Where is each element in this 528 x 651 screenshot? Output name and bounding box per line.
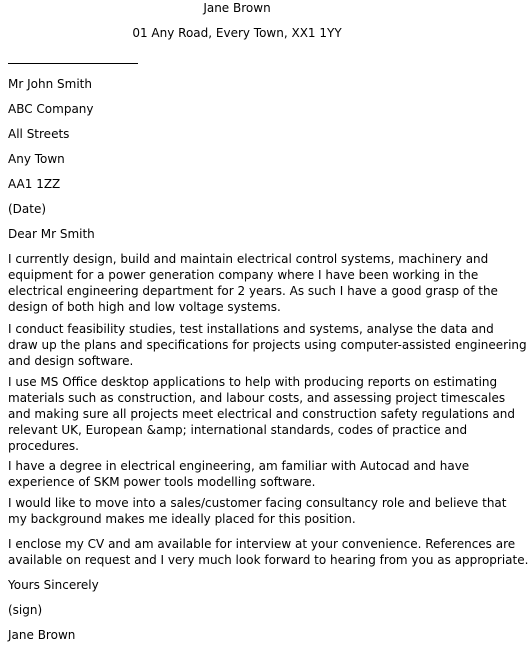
paragraph-line: I conduct feasibility studies, test installations and systems, analyse the data and	[8, 322, 494, 336]
signature-placeholder: (sign)	[8, 603, 43, 617]
paragraph-line: and design software.	[8, 354, 134, 368]
body-paragraph-2	[8, 321, 527, 369]
recipient-street: All Streets	[8, 127, 70, 141]
paragraph-line: relevant UK, European &amp; international standards, codes of practice and	[8, 423, 468, 437]
paragraph-line: available on request and I very much look forward to hearing from you as appropriate.	[8, 553, 528, 567]
paragraph-line: and making sure all projects meet electrical and construction safety regulations and	[8, 407, 516, 421]
paragraph-line: I enclose my CV and am available for interview at your convenience. References are	[8, 537, 516, 551]
salutation: Dear Mr Smith	[8, 227, 95, 241]
closing: Yours Sincerely	[8, 578, 99, 592]
paragraph-line: design of both high and low voltage systems.	[8, 300, 281, 314]
paragraph-line: I would like to move into a sales/customer facing consultancy role and believe that	[8, 496, 507, 510]
paragraph-line: my background makes me ideally placed for this position.	[8, 512, 356, 526]
paragraph-line: equipment for a power generation company where I have been working in the	[8, 268, 479, 282]
letter-date: (Date)	[8, 202, 47, 216]
paragraph-line: I have a degree in electrical engineering, am familiar with Autocad and have	[8, 459, 470, 473]
header-divider	[8, 63, 138, 64]
sender-name: Jane Brown	[203, 1, 271, 15]
paragraph-line: I currently design, build and maintain electrical control systems, machinery and	[8, 252, 489, 266]
recipient-town: Any Town	[8, 152, 65, 166]
recipient-company: ABC Company	[8, 102, 94, 116]
sender-address: 01 Any Road, Every Town, XX1 1YY	[132, 26, 342, 40]
recipient-name: Mr John Smith	[8, 77, 92, 91]
body-paragraph-6	[8, 536, 528, 568]
paragraph-line: draw up the plans and specifications for projects using computer-assisted engineering	[8, 338, 527, 352]
body-paragraph-5	[8, 495, 507, 527]
recipient-postcode: AA1 1ZZ	[8, 177, 61, 191]
paragraph-line: electrical engineering department for 2 years. As such I have a good grasp of the	[8, 284, 498, 298]
paragraph-line: procedures.	[8, 439, 79, 453]
body-paragraph-3	[8, 374, 516, 454]
body-paragraph-4	[8, 458, 478, 490]
signoff-name: Jane Brown	[8, 628, 76, 642]
paragraph-line: experience of SKM power tools modelling software.	[8, 475, 316, 489]
body-paragraph-1	[8, 251, 498, 315]
paragraph-line: I use MS Office desktop applications to help with producing reports on estimating	[8, 375, 498, 389]
paragraph-line: materials such as construction, and labour costs, and assessing project timescales	[8, 391, 506, 405]
